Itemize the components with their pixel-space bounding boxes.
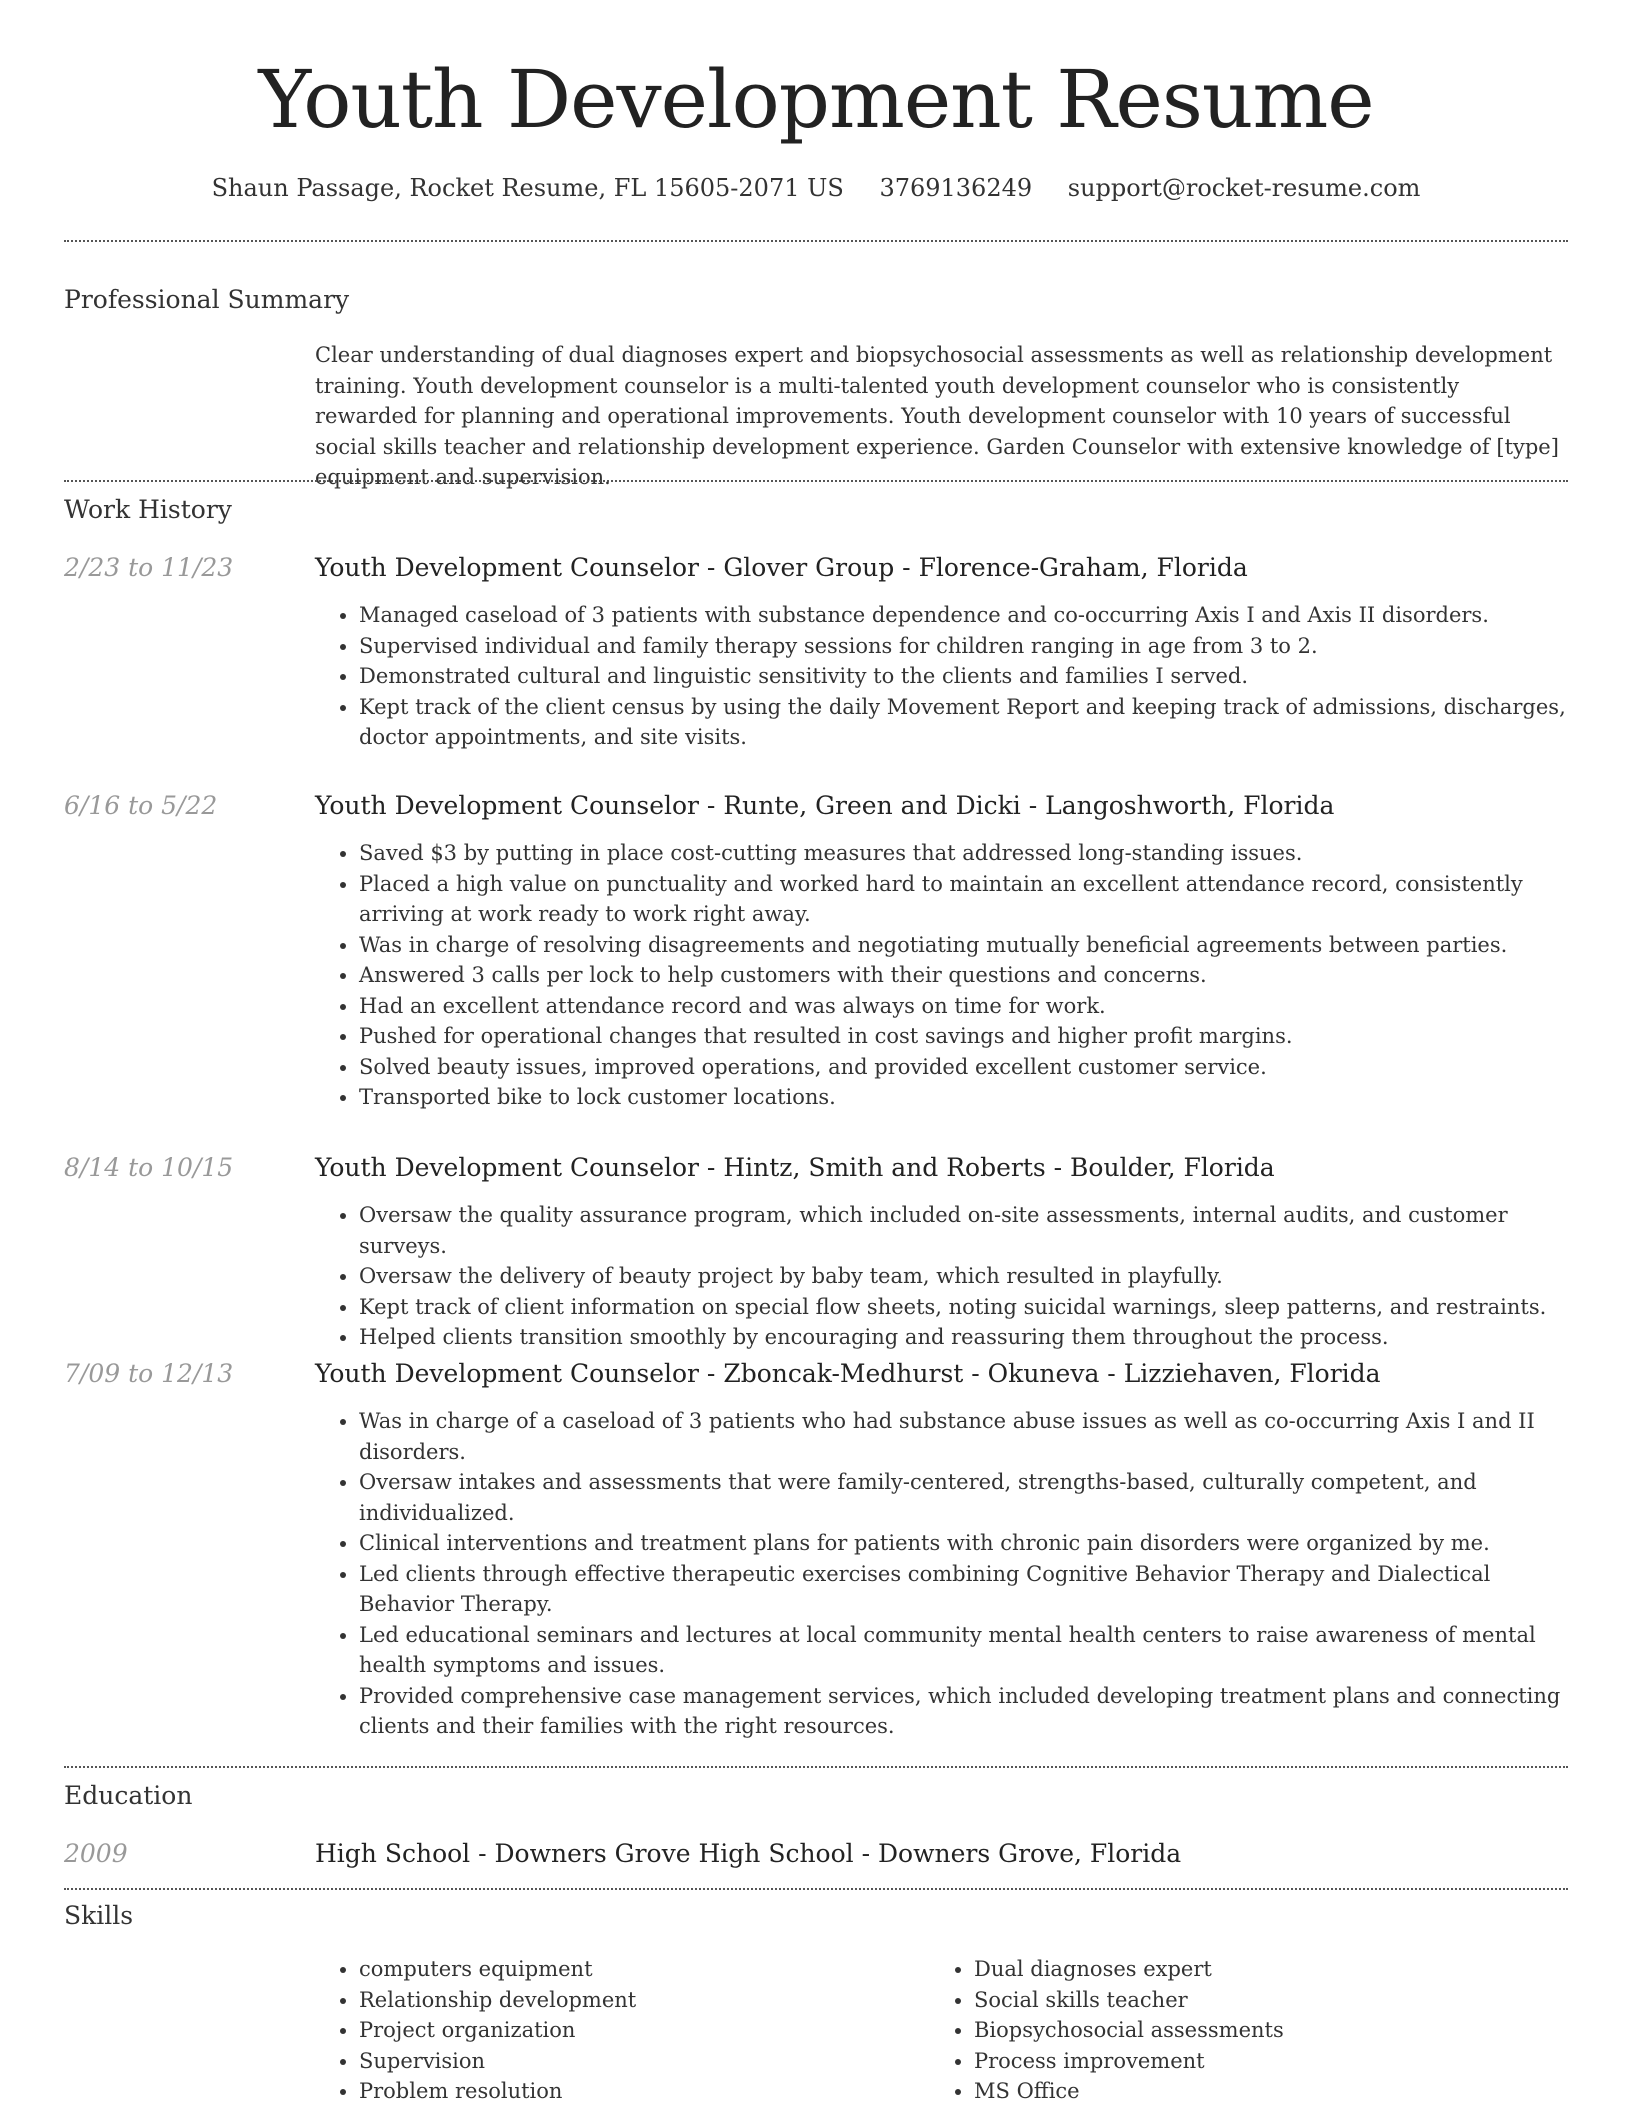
skill-item: • Dual diagnoses expert [974, 1954, 1284, 1985]
job-bullet: • Led educational seminars and lectures at local community mental health centers to raise awareness of mental health symptoms and issues. [359, 1620, 1569, 1681]
job-bullets [315, 600, 1569, 753]
job-bullet: • Pushed for operational changes that resulted in cost savings and higher profit margins. [359, 1021, 1569, 1052]
job-bullet: • Supervised individual and family therapy sessions for children ranging in age from 3 to 2. [359, 631, 1569, 662]
job-bullet: • Had an excellent attendance record and was always on time for work. [359, 991, 1569, 1022]
skill-item: • Problem resolution [359, 2076, 636, 2107]
job-bullet: • Demonstrated cultural and linguistic sensitivity to the clients and families I served. [359, 661, 1569, 692]
skill-item: • Process improvement [974, 2046, 1284, 2077]
job-title: Youth Development Counselor - Zboncak-Medhurst - Okuneva - Lizziehaven, Florida [315, 1359, 1381, 1388]
job-date: 8/14 to 10/15 [64, 1153, 234, 1182]
job-title: Youth Development Counselor - Hintz, Smith and Roberts - Boulder, Florida [315, 1153, 1275, 1182]
section-heading-education: Education [64, 1781, 193, 1810]
divider [64, 1888, 1568, 1890]
job-bullet: • Managed caseload of 3 patients with substance dependence and co-occurring Axis I and Axis II disorders. [359, 600, 1569, 631]
skills-list-right [930, 1954, 1284, 2107]
skill-item: • Social skills teacher [974, 1985, 1284, 2016]
job-bullet: • Oversaw the quality assurance program, which included on-site assessments, internal audits, and customer surveys. [359, 1200, 1569, 1261]
contact-email: support@rocket-resume.com [1067, 174, 1421, 202]
job-date: 6/16 to 5/22 [64, 791, 218, 820]
contact-phone: 3769136249 [879, 174, 1033, 202]
job-bullet: • Placed a high value on punctuality and worked hard to maintain an excellent attendance record, consistently arriving at work ready to work right away. [359, 869, 1569, 930]
job-bullet: • Oversaw intakes and assessments that were family-centered, strengths-based, culturally competent, and individualized. [359, 1467, 1569, 1528]
job-bullets [315, 1406, 1569, 1742]
summary-text: Clear understanding of dual diagnoses expert and biopsychosocial assessments as well as relationship development training. Youth development counselor is a multi-talented youth development counselor who is consistently rewarded for planning and operational improvements. Youth development counselor with 10 years of successful social skills teacher and relationship development experience. Garden Counselor with extensive knowledge of [type] equipment and supervision. [315, 343, 1559, 489]
job-title: Youth Development Counselor - Runte, Green and Dicki - Langoshworth, Florida [315, 791, 1335, 820]
skill-item: • Supervision [359, 2046, 636, 2077]
skill-item: • computers equipment [359, 1954, 636, 1985]
job-bullet: • Kept track of client information on special flow sheets, noting suicidal warnings, sleep patterns, and restraints. [359, 1292, 1569, 1323]
job-title: Youth Development Counselor - Glover Group - Florence-Graham, Florida [315, 553, 1248, 582]
education-title: High School - Downers Grove High School - Downers Grove, Florida [315, 1839, 1182, 1868]
job-bullet: • Answered 3 calls per lock to help customers with their questions and concerns. [359, 960, 1569, 991]
job-bullet: • Kept track of the client census by using the daily Movement Report and keeping track of admissions, discharges, doctor appointments, and site visits. [359, 692, 1569, 753]
skills-list-left [315, 1954, 636, 2107]
contact-address: Shaun Passage, Rocket Resume, FL 15605-2071 US [211, 174, 844, 202]
job-bullet: • Clinical interventions and treatment plans for patients with chronic pain disorders were organized by me. [359, 1528, 1569, 1559]
divider [64, 1766, 1568, 1768]
job-bullet: • Was in charge of a caseload of 3 patients who had substance abuse issues as well as co-occurring Axis I and II disorders. [359, 1406, 1569, 1467]
education-date: 2009 [64, 1839, 128, 1868]
section-heading-summary: Professional Summary [64, 285, 350, 314]
job-date: 7/09 to 12/13 [64, 1359, 234, 1388]
section-heading-skills: Skills [64, 1901, 134, 1930]
job-bullet: • Provided comprehensive case management services, which included developing treatment plans and connecting clients and their families with the right resources. [359, 1681, 1569, 1742]
job-bullet: • Helped clients transition smoothly by encouraging and reassuring them throughout the process. [359, 1322, 1569, 1353]
job-bullet: • Transported bike to lock customer locations. [359, 1082, 1569, 1113]
job-bullets [315, 838, 1569, 1113]
job-bullet: • Saved $3 by putting in place cost-cutting measures that addressed long-standing issues. [359, 838, 1569, 869]
divider [64, 480, 1568, 482]
divider [64, 240, 1568, 242]
job-bullet: • Was in charge of resolving disagreements and negotiating mutually beneficial agreements between parties. [359, 930, 1569, 961]
skill-item: • MS Office [974, 2076, 1284, 2107]
skill-item: • Relationship development [359, 1985, 636, 2016]
job-bullet: • Oversaw the delivery of beauty project by baby team, which resulted in playfully. [359, 1261, 1569, 1292]
skill-item: • Project organization [359, 2015, 636, 2046]
job-bullets [315, 1200, 1569, 1353]
section-heading-work: Work History [64, 495, 232, 524]
job-date: 2/23 to 11/23 [64, 553, 234, 582]
skill-item: • Biopsychosocial assessments [974, 2015, 1284, 2046]
resume-title: Youth Development Resume [258, 53, 1374, 146]
job-bullet: • Led clients through effective therapeutic exercises combining Cognitive Behavior Therapy and Dialectical Behavior Therapy. [359, 1559, 1569, 1620]
contact-line [64, 172, 1568, 204]
job-bullet: • Solved beauty issues, improved operations, and provided excellent customer service. [359, 1052, 1569, 1083]
